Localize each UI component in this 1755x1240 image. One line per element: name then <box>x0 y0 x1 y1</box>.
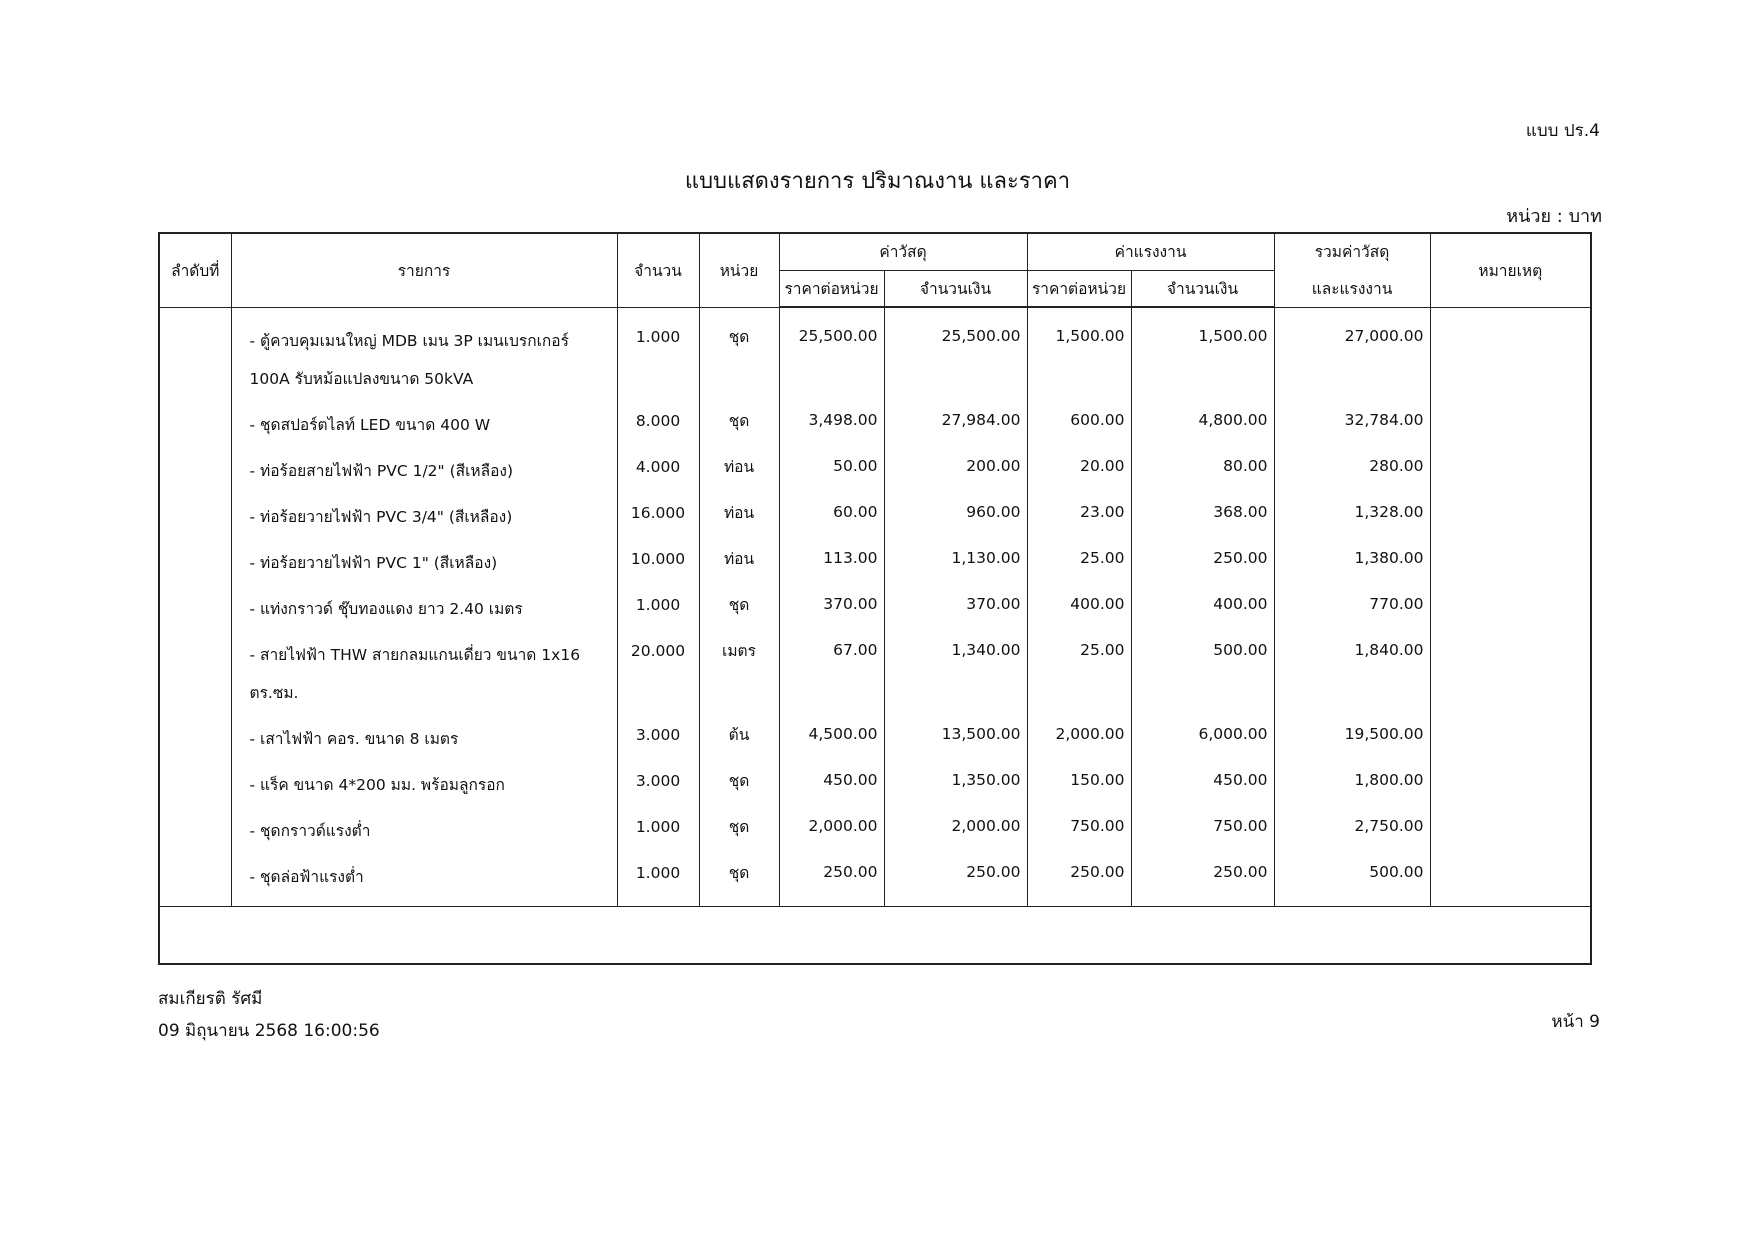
material-unit-price-cell: 2,000.00 <box>779 808 884 854</box>
table-row <box>159 854 1591 907</box>
material-unit-price-cell: 370.00 <box>779 586 884 632</box>
total-cell: 280.00 <box>1274 448 1430 494</box>
item-description: - ท่อร้อยวายไฟฟ้า PVC 1" (สีเหลือง) <box>231 540 617 586</box>
labor-unit-price-cell: 150.00 <box>1027 762 1131 808</box>
table-row <box>159 402 1591 448</box>
remark-cell <box>1430 402 1591 448</box>
labor-amount-cell: 368.00 <box>1131 494 1274 540</box>
seq-cell <box>159 762 231 808</box>
header-total-line1: รวมค่าวัสดุ <box>1314 243 1390 262</box>
qty-cell: 1.000 <box>617 586 699 632</box>
item-description: - สายไฟฟ้า THW สายกลมแกนเดี่ยว ขนาด 1x16 ตร.ซม. <box>231 632 617 716</box>
print-timestamp: 09 มิถุนายน 2568 16:00:56 <box>158 1021 380 1041</box>
table-row <box>159 318 1591 402</box>
labor-unit-price-cell: 400.00 <box>1027 586 1131 632</box>
material-unit-price-cell: 113.00 <box>779 540 884 586</box>
labor-amount-cell: 4,800.00 <box>1131 402 1274 448</box>
labor-unit-price-cell: 1,500.00 <box>1027 318 1131 402</box>
labor-amount-cell: 750.00 <box>1131 808 1274 854</box>
total-cell: 19,500.00 <box>1274 716 1430 762</box>
labor-amount-cell: 80.00 <box>1131 448 1274 494</box>
remark-cell <box>1430 632 1591 716</box>
seq-cell <box>159 494 231 540</box>
seq-cell <box>159 808 231 854</box>
header-total-line2: และแรงงาน <box>1311 280 1393 299</box>
header-labor-unit-price: ราคาต่อหน่วย <box>1027 270 1131 307</box>
material-amount-cell: 27,984.00 <box>884 402 1027 448</box>
qty-cell: 4.000 <box>617 448 699 494</box>
labor-unit-price-cell: 2,000.00 <box>1027 716 1131 762</box>
item-description: - แท่งกราวด์ ชุ๊บทองแดง ยาว 2.40 เมตร <box>231 586 617 632</box>
total-cell: 32,784.00 <box>1274 402 1430 448</box>
item-description: - ชุดกราวด์แรงต่ำ <box>231 808 617 854</box>
total-cell: 1,380.00 <box>1274 540 1430 586</box>
header-seq: ลำดับที่ <box>159 233 231 307</box>
material-amount-cell: 25,500.00 <box>884 318 1027 402</box>
remark-cell <box>1430 586 1591 632</box>
qty-cell: 1.000 <box>617 318 699 402</box>
seq-cell <box>159 448 231 494</box>
qty-cell: 10.000 <box>617 540 699 586</box>
header-item: รายการ <box>231 233 617 307</box>
table-row <box>159 586 1591 632</box>
material-amount-cell: 200.00 <box>884 448 1027 494</box>
item-description: - ชุดสปอร์ตไลท์ LED ขนาด 400 W <box>231 402 617 448</box>
remark-cell <box>1430 318 1591 402</box>
total-cell: 770.00 <box>1274 586 1430 632</box>
total-cell: 27,000.00 <box>1274 318 1430 402</box>
labor-amount-cell: 250.00 <box>1131 854 1274 907</box>
table-row <box>159 540 1591 586</box>
seq-cell <box>159 586 231 632</box>
qty-cell: 16.000 <box>617 494 699 540</box>
total-cell: 1,800.00 <box>1274 762 1430 808</box>
form-code: แบบ ปร.4 <box>1525 121 1600 141</box>
labor-unit-price-cell: 25.00 <box>1027 540 1131 586</box>
unit-cell: ชุด <box>699 854 779 907</box>
material-unit-price-cell: 250.00 <box>779 854 884 907</box>
labor-amount-cell: 400.00 <box>1131 586 1274 632</box>
seq-cell <box>159 318 231 402</box>
material-unit-price-cell: 450.00 <box>779 762 884 808</box>
material-amount-cell: 250.00 <box>884 854 1027 907</box>
header-total <box>1274 233 1430 307</box>
header-material-unit-price: ราคาต่อหน่วย <box>779 270 884 307</box>
item-description: - ท่อร้อยสายไฟฟ้า PVC 1/2" (สีเหลือง) <box>231 448 617 494</box>
labor-amount-cell: 6,000.00 <box>1131 716 1274 762</box>
labor-amount-cell: 250.00 <box>1131 540 1274 586</box>
total-cell: 500.00 <box>1274 854 1430 907</box>
page-number: หน้า 9 <box>1551 1012 1600 1032</box>
item-description: - ท่อร้อยวายไฟฟ้า PVC 3/4" (สีเหลือง) <box>231 494 617 540</box>
qty-cell: 20.000 <box>617 632 699 716</box>
material-amount-cell: 1,130.00 <box>884 540 1027 586</box>
unit-cell: ชุด <box>699 586 779 632</box>
unit-cell: ท่อน <box>699 540 779 586</box>
material-unit-price-cell: 3,498.00 <box>779 402 884 448</box>
labor-unit-price-cell: 25.00 <box>1027 632 1131 716</box>
seq-cell <box>159 632 231 716</box>
item-description: - ตู้ควบคุมเมนใหญ่ MDB เมน 3P เมนเบรกเกอร์ 100A รับหม้อแปลงขนาด 50kVA <box>231 318 617 402</box>
material-amount-cell: 2,000.00 <box>884 808 1027 854</box>
unit-cell: ชุด <box>699 402 779 448</box>
unit-cell: ท่อน <box>699 494 779 540</box>
material-amount-cell: 960.00 <box>884 494 1027 540</box>
qty-cell: 8.000 <box>617 402 699 448</box>
item-description: - ชุดล่อฟ้าแรงต่ำ <box>231 854 617 907</box>
remark-cell <box>1430 448 1591 494</box>
seq-cell <box>159 854 231 907</box>
header-labor: ค่าแรงงาน <box>1027 233 1274 270</box>
header-material-amount: จำนวนเงิน <box>884 270 1027 307</box>
unit-cell: เมตร <box>699 632 779 716</box>
material-amount-cell: 1,340.00 <box>884 632 1027 716</box>
unit-cell: ท่อน <box>699 448 779 494</box>
header-material: ค่าวัสดุ <box>779 233 1027 270</box>
unit-cell: ชุด <box>699 808 779 854</box>
bill-of-quantities-table <box>158 232 1592 965</box>
unit-cell: ต้น <box>699 716 779 762</box>
signer-name: สมเกียรติ รัศมี <box>158 989 263 1009</box>
item-description: - เสาไฟฟ้า คอร. ขนาด 8 เมตร <box>231 716 617 762</box>
header-qty: จำนวน <box>617 233 699 307</box>
material-unit-price-cell: 4,500.00 <box>779 716 884 762</box>
labor-amount-cell: 1,500.00 <box>1131 318 1274 402</box>
currency-unit-note: หน่วย : บาท <box>1506 206 1602 227</box>
total-cell: 2,750.00 <box>1274 808 1430 854</box>
material-unit-price-cell: 50.00 <box>779 448 884 494</box>
table-row <box>159 762 1591 808</box>
unit-cell: ชุด <box>699 318 779 402</box>
material-amount-cell: 13,500.00 <box>884 716 1027 762</box>
remark-cell <box>1430 808 1591 854</box>
remark-cell <box>1430 854 1591 907</box>
qty-cell: 3.000 <box>617 762 699 808</box>
qty-cell: 1.000 <box>617 854 699 907</box>
table-row <box>159 632 1591 716</box>
header-remark: หมายเหตุ <box>1430 233 1591 307</box>
seq-cell <box>159 402 231 448</box>
seq-cell <box>159 540 231 586</box>
qty-cell: 1.000 <box>617 808 699 854</box>
labor-amount-cell: 450.00 <box>1131 762 1274 808</box>
labor-unit-price-cell: 250.00 <box>1027 854 1131 907</box>
qty-cell: 3.000 <box>617 716 699 762</box>
remark-cell <box>1430 540 1591 586</box>
labor-unit-price-cell: 600.00 <box>1027 402 1131 448</box>
page-title: แบบแสดงรายการ ปริมาณงาน และราคา <box>684 169 1071 194</box>
item-description: - แร็ค ขนาด 4*200 มม. พร้อมลูกรอก <box>231 762 617 808</box>
header-labor-amount: จำนวนเงิน <box>1131 270 1274 307</box>
material-amount-cell: 370.00 <box>884 586 1027 632</box>
table-row <box>159 808 1591 854</box>
labor-unit-price-cell: 20.00 <box>1027 448 1131 494</box>
header-unit: หน่วย <box>699 233 779 307</box>
seq-cell <box>159 716 231 762</box>
remark-cell <box>1430 762 1591 808</box>
material-amount-cell: 1,350.00 <box>884 762 1027 808</box>
labor-amount-cell: 500.00 <box>1131 632 1274 716</box>
material-unit-price-cell: 60.00 <box>779 494 884 540</box>
table-row <box>159 448 1591 494</box>
remark-cell <box>1430 494 1591 540</box>
table-row <box>159 716 1591 762</box>
labor-unit-price-cell: 750.00 <box>1027 808 1131 854</box>
unit-cell: ชุด <box>699 762 779 808</box>
remark-cell <box>1430 716 1591 762</box>
total-cell: 1,840.00 <box>1274 632 1430 716</box>
total-cell: 1,328.00 <box>1274 494 1430 540</box>
material-unit-price-cell: 25,500.00 <box>779 318 884 402</box>
table-row <box>159 494 1591 540</box>
table-footer-blank-row <box>159 907 1591 965</box>
material-unit-price-cell: 67.00 <box>779 632 884 716</box>
labor-unit-price-cell: 23.00 <box>1027 494 1131 540</box>
